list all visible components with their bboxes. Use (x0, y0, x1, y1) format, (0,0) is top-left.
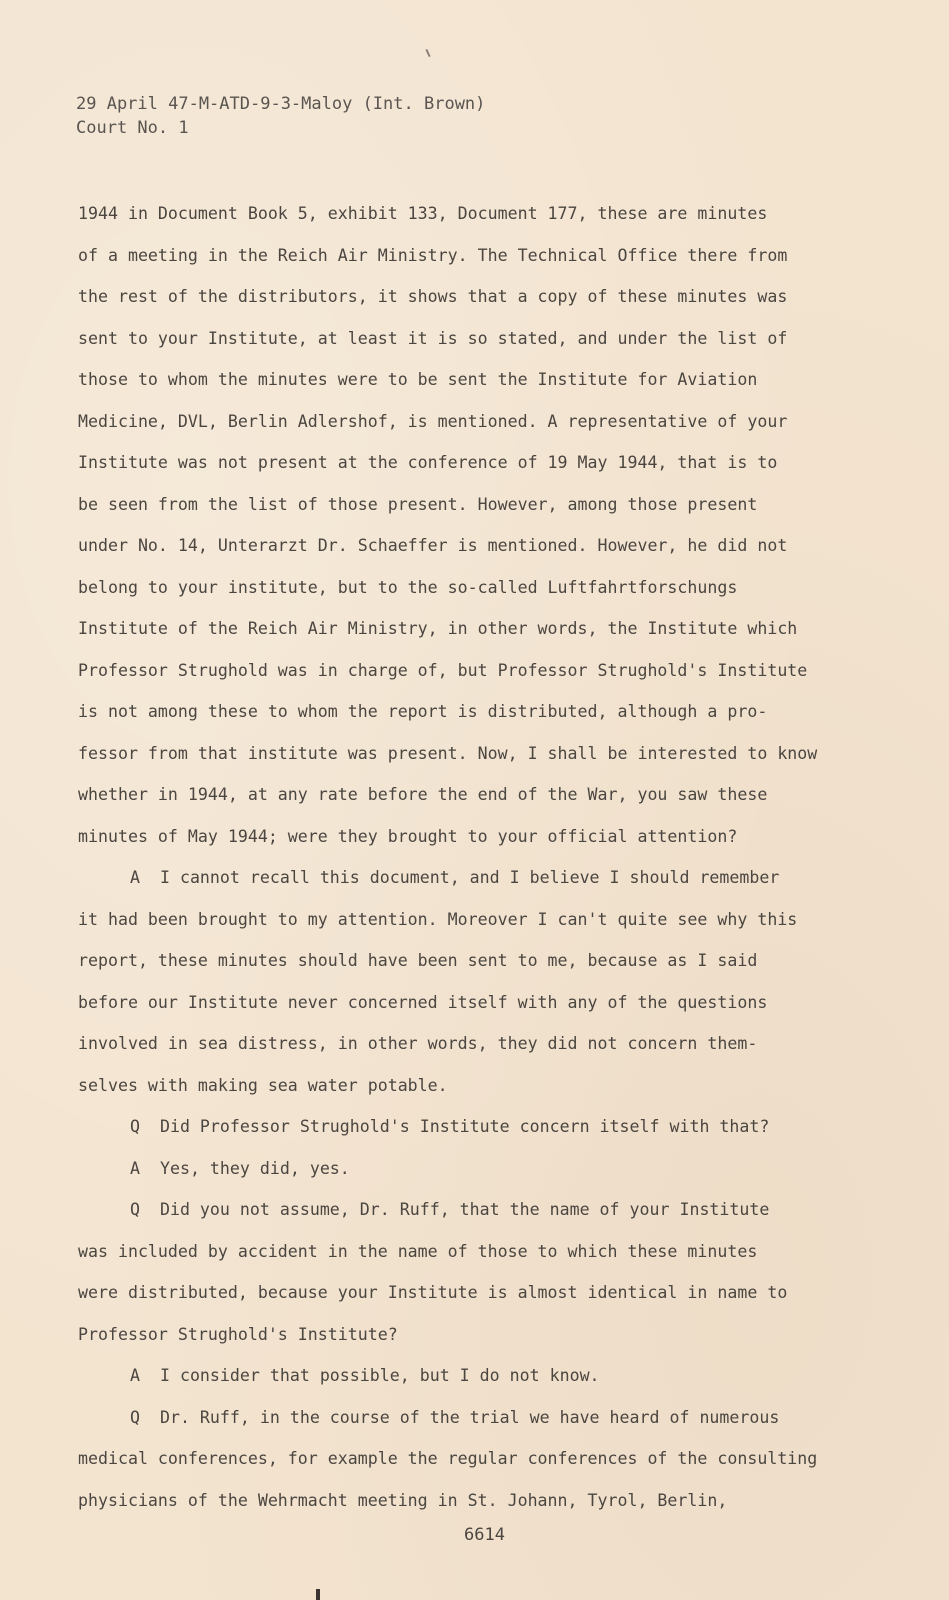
transcript-line: Professor Strughold was in charge of, but Professor Strughold's Institute (78, 660, 808, 680)
question-line: Q Dr. Ruff, in the course of the trial we have heard of numerous (130, 1407, 780, 1427)
transcript-line: 1944 in Document Book 5, exhibit 133, Document 177, these are minutes (78, 204, 768, 223)
transcript-line: sent to your Institute, at least it is so stated, and under the list of (78, 328, 788, 348)
transcript-line: belong to your institute, but to the so-called Luftfahrtforschungs (78, 577, 738, 597)
paper-mark (425, 49, 430, 57)
answer-line: A Yes, they did, yes. (130, 1158, 350, 1178)
transcript-line: Professor Strughold's Institute? (78, 1324, 398, 1344)
transcript-line: were distributed, because your Institute is almost identical in name to (78, 1283, 788, 1302)
transcript-line: physicians of the Wehrmacht meeting in St. Johann, Tyrol, Berlin, (78, 1490, 728, 1510)
transcript-line: fessor from that institute was present. Now, I shall be interested to know (78, 743, 818, 763)
paper-mark (316, 1589, 320, 1600)
transcript-line: Institute was not present at the conference of 19 May 1944, that is to (78, 453, 778, 472)
transcript-line: report, these minutes should have been sent to me, because as I said (78, 951, 758, 970)
transcript-body (78, 193, 848, 1521)
answer-line: A I consider that possible, but I do not know. (130, 1366, 600, 1385)
question-line: Q Did Professor Strughold's Institute concern itself with that? (130, 1117, 770, 1136)
transcript-line: the rest of the distributors, it shows that a copy of these minutes was (78, 287, 788, 306)
transcript-line: Medicine, DVL, Berlin Adlershof, is mentioned. A representative of your (78, 411, 788, 431)
transcript-line: it had been brought to my attention. Moreover I can't quite see why this (78, 909, 798, 929)
transcript-line: whether in 1944, at any rate before the end of the War, you saw these (78, 785, 768, 804)
header-case-reference: 29 April 47-M-ATD-9-3-Maloy (Int. Brown) (76, 94, 486, 114)
transcript-line: selves with making sea water potable. (78, 1075, 448, 1095)
transcript-line: involved in sea distress, in other words, they did not concern them- (78, 1034, 758, 1053)
transcript-line: of a meeting in the Reich Air Ministry. The Technical Office there from (78, 245, 788, 265)
document-header (76, 92, 485, 140)
question-line: Q Did you not assume, Dr. Ruff, that the name of your Institute (130, 1200, 770, 1219)
transcript-line: be seen from the list of those present. However, among those present (78, 494, 758, 514)
answer-line: A I cannot recall this document, and I believe I should remember (130, 868, 780, 887)
transcript-line: medical conferences, for example the regular conferences of the consulting (78, 1449, 818, 1468)
transcript-line: minutes of May 1944; were they brought to your official attention? (78, 826, 738, 846)
header-court-number: Court No. 1 (76, 118, 189, 138)
page-number: 6614 (464, 1525, 505, 1545)
transcript-line: Institute of the Reich Air Ministry, in other words, the Institute which (78, 619, 798, 638)
transcript-line: before our Institute never concerned itself with any of the questions (78, 992, 768, 1012)
transcript-line: is not among these to whom the report is distributed, although a pro- (78, 702, 768, 721)
transcript-line: was included by accident in the name of those to which these minutes (78, 1241, 758, 1261)
transcript-line: under No. 14, Unterarzt Dr. Schaeffer is mentioned. However, he did not (78, 536, 788, 555)
transcript-line: those to whom the minutes were to be sent the Institute for Aviation (78, 370, 758, 389)
